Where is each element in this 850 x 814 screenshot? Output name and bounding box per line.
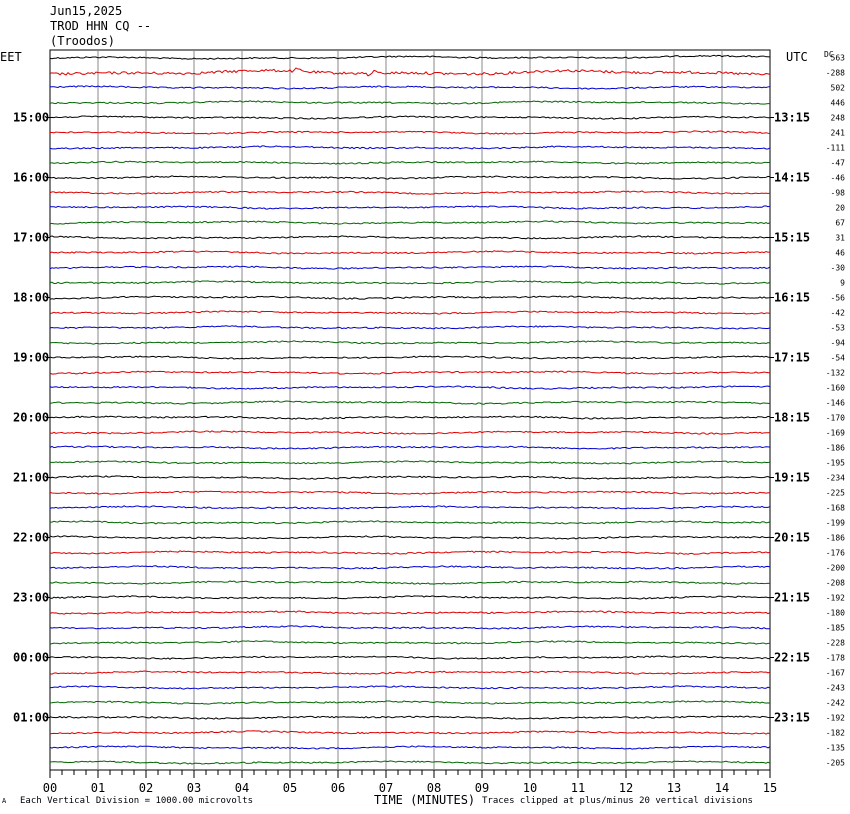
seismic-trace [50, 146, 770, 149]
dc-offset-label: -168 [825, 503, 845, 513]
dc-offset-label: -180 [825, 608, 845, 618]
seismic-trace [50, 401, 770, 404]
seismic-trace [50, 686, 770, 689]
plot-frame [50, 50, 770, 770]
dc-offset-label: -42 [830, 308, 845, 318]
dc-offset-label: -170 [825, 413, 845, 423]
seismic-trace [50, 221, 770, 224]
right-time-label: 14:15 [774, 170, 811, 185]
dc-offset-label: -242 [825, 698, 845, 708]
left-time-label: 16:00 [13, 170, 50, 185]
x-tick-label: 01 [90, 781, 106, 795]
seismic-trace [50, 161, 770, 164]
dc-offset-label: 9 [840, 278, 845, 288]
x-tick-label: 15 [762, 781, 778, 795]
dc-offset-label: -205 [825, 758, 845, 768]
left-time-label: 23:00 [13, 590, 50, 605]
seismic-trace [50, 461, 770, 464]
dc-offset-label: 241 [830, 128, 845, 138]
x-tick-label: 13 [666, 781, 682, 795]
x-tick-label: 05 [282, 781, 298, 795]
x-tick-label: 00 [42, 781, 58, 795]
dc-offset-label: 31 [835, 233, 845, 243]
dc-offset-label: -135 [825, 743, 845, 753]
dc-offset-label: -169 [825, 428, 845, 438]
dc-offset-label: -94 [830, 338, 845, 348]
dc-offset-label: -234 [825, 473, 845, 483]
seismic-trace [50, 716, 770, 719]
seismic-trace [50, 701, 770, 704]
left-time-label: 19:00 [13, 350, 50, 365]
x-tick-label: 04 [234, 781, 250, 795]
seismic-trace [50, 626, 770, 629]
dc-offset-label: -30 [830, 263, 845, 273]
seismic-trace [50, 446, 770, 449]
clip-note: Traces clipped at plus/minus 20 vertical divisions [482, 796, 753, 806]
x-tick-label: 14 [714, 781, 730, 795]
dc-offset-label: -160 [825, 383, 845, 393]
right-time-label: 20:15 [774, 530, 811, 545]
seismic-trace [50, 671, 770, 674]
seismic-trace [50, 101, 770, 105]
dc-offset-label: 20 [835, 203, 845, 213]
dc-offset-label: -98 [830, 188, 845, 198]
dc-offset-label: -146 [825, 398, 845, 408]
left-time-label: 20:00 [13, 410, 50, 425]
seismic-trace [50, 371, 770, 374]
dc-offset-label: -208 [825, 578, 845, 588]
seismic-trace [50, 266, 770, 269]
x-tick-label: 03 [186, 781, 202, 795]
left-time-label: 18:00 [13, 290, 50, 305]
x-tick-label: 06 [330, 781, 346, 795]
dc-offset-label: -176 [825, 548, 845, 558]
division-note: Each Vertical Division = 1000.00 microvolts [20, 796, 253, 806]
dc-offset-label: -243 [825, 683, 845, 693]
dc-offset-label: -132 [825, 368, 845, 378]
seismic-trace [50, 206, 770, 209]
x-tick-label: 09 [474, 781, 490, 795]
left-time-label: 22:00 [13, 530, 50, 545]
seismic-trace [50, 506, 770, 509]
seismic-trace [50, 551, 770, 554]
seismic-trace [50, 641, 770, 644]
x-tick-label: 10 [522, 781, 538, 795]
dc-offset-label: -111 [825, 143, 845, 153]
seismic-trace [50, 251, 770, 254]
dc-offset-label: -46 [830, 173, 845, 183]
dc-offset-label: -47 [830, 158, 845, 168]
date-label: Jun15,2025 [50, 4, 123, 18]
seismic-trace [50, 131, 770, 134]
seismic-trace [50, 176, 770, 179]
seismic-trace [50, 236, 770, 239]
dc-offset-label: -178 [825, 653, 845, 663]
dc-offset-label: -186 [825, 443, 845, 453]
right-timezone-label: UTC [786, 50, 808, 64]
dc-label: DC [824, 50, 834, 59]
dc-offset-label: -167 [825, 668, 845, 678]
seismic-trace [50, 761, 770, 764]
dc-offset-label: -228 [825, 638, 845, 648]
seismic-trace [50, 55, 770, 59]
seismic-trace [50, 86, 770, 89]
right-time-label: 21:15 [774, 590, 811, 605]
dc-offset-label: -200 [825, 563, 845, 573]
seismic-trace [50, 191, 770, 194]
dc-offset-label: -182 [825, 728, 845, 738]
seismic-trace [50, 521, 770, 524]
seismic-trace [50, 326, 770, 329]
seismic-trace [50, 386, 770, 389]
x-tick-label: 07 [378, 781, 394, 795]
seismic-trace [50, 611, 770, 614]
seismic-trace [50, 356, 770, 359]
right-time-label: 16:15 [774, 290, 811, 305]
seismic-trace [50, 731, 770, 734]
seismic-trace [50, 566, 770, 569]
dc-offset-label: 446 [830, 98, 845, 108]
seismic-trace [50, 596, 770, 599]
right-time-label: 22:15 [774, 650, 811, 665]
x-tick-label: 08 [426, 781, 442, 795]
dc-offset-label: -54 [830, 353, 845, 363]
right-time-label: 18:15 [774, 410, 811, 425]
dc-offset-label: -192 [825, 593, 845, 603]
seismic-trace [50, 491, 770, 494]
right-time-label: 23:15 [774, 710, 811, 725]
right-time-label: 13:15 [774, 110, 811, 125]
location-label: (Troodos) [50, 34, 116, 48]
seismic-trace [50, 341, 770, 344]
left-time-label: 15:00 [13, 110, 50, 125]
dc-offset-label: 46 [835, 248, 845, 258]
dc-offset-label: -186 [825, 533, 845, 543]
x-tick-label: 11 [570, 781, 586, 795]
seismic-trace [50, 416, 770, 419]
dc-offset-label: -56 [830, 293, 845, 303]
dc-offset-label: -288 [825, 68, 845, 78]
x-tick-label: 02 [138, 781, 154, 795]
corner-mark: A [2, 797, 7, 805]
right-time-label: 17:15 [774, 350, 811, 365]
seismic-trace [50, 116, 770, 119]
seismic-trace [50, 581, 770, 584]
dc-offset-label: -225 [825, 488, 845, 498]
left-time-label: 01:00 [13, 710, 50, 725]
x-tick-label: 12 [618, 781, 634, 795]
dc-offset-label: -195 [825, 458, 845, 468]
right-time-label: 15:15 [774, 230, 811, 245]
seismic-trace [50, 656, 770, 659]
dc-offset-label: 563 [830, 53, 845, 63]
left-time-label: 17:00 [13, 230, 50, 245]
dc-offset-label: -192 [825, 713, 845, 723]
seismic-trace [50, 476, 770, 479]
seismic-trace [50, 311, 770, 314]
dc-offset-label: 502 [830, 83, 845, 93]
seismic-trace [50, 431, 770, 434]
x-axis-label: TIME (MINUTES) [374, 793, 476, 807]
left-time-label: 21:00 [13, 470, 50, 485]
dc-offset-label: -53 [830, 323, 845, 333]
seismic-trace [50, 296, 770, 299]
seismic-trace [50, 68, 770, 76]
seismic-trace [50, 746, 770, 749]
station-label: TROD HHN CQ -- [50, 19, 152, 33]
left-timezone-label: EET [0, 50, 22, 64]
dc-offset-label: 248 [830, 113, 845, 123]
seismic-trace [50, 281, 770, 284]
dc-offset-label: -185 [825, 623, 845, 633]
right-time-label: 19:15 [774, 470, 811, 485]
dc-offset-label: -199 [825, 518, 845, 528]
seismic-trace [50, 536, 770, 539]
dc-offset-label: 67 [835, 218, 845, 228]
left-time-label: 00:00 [13, 650, 50, 665]
